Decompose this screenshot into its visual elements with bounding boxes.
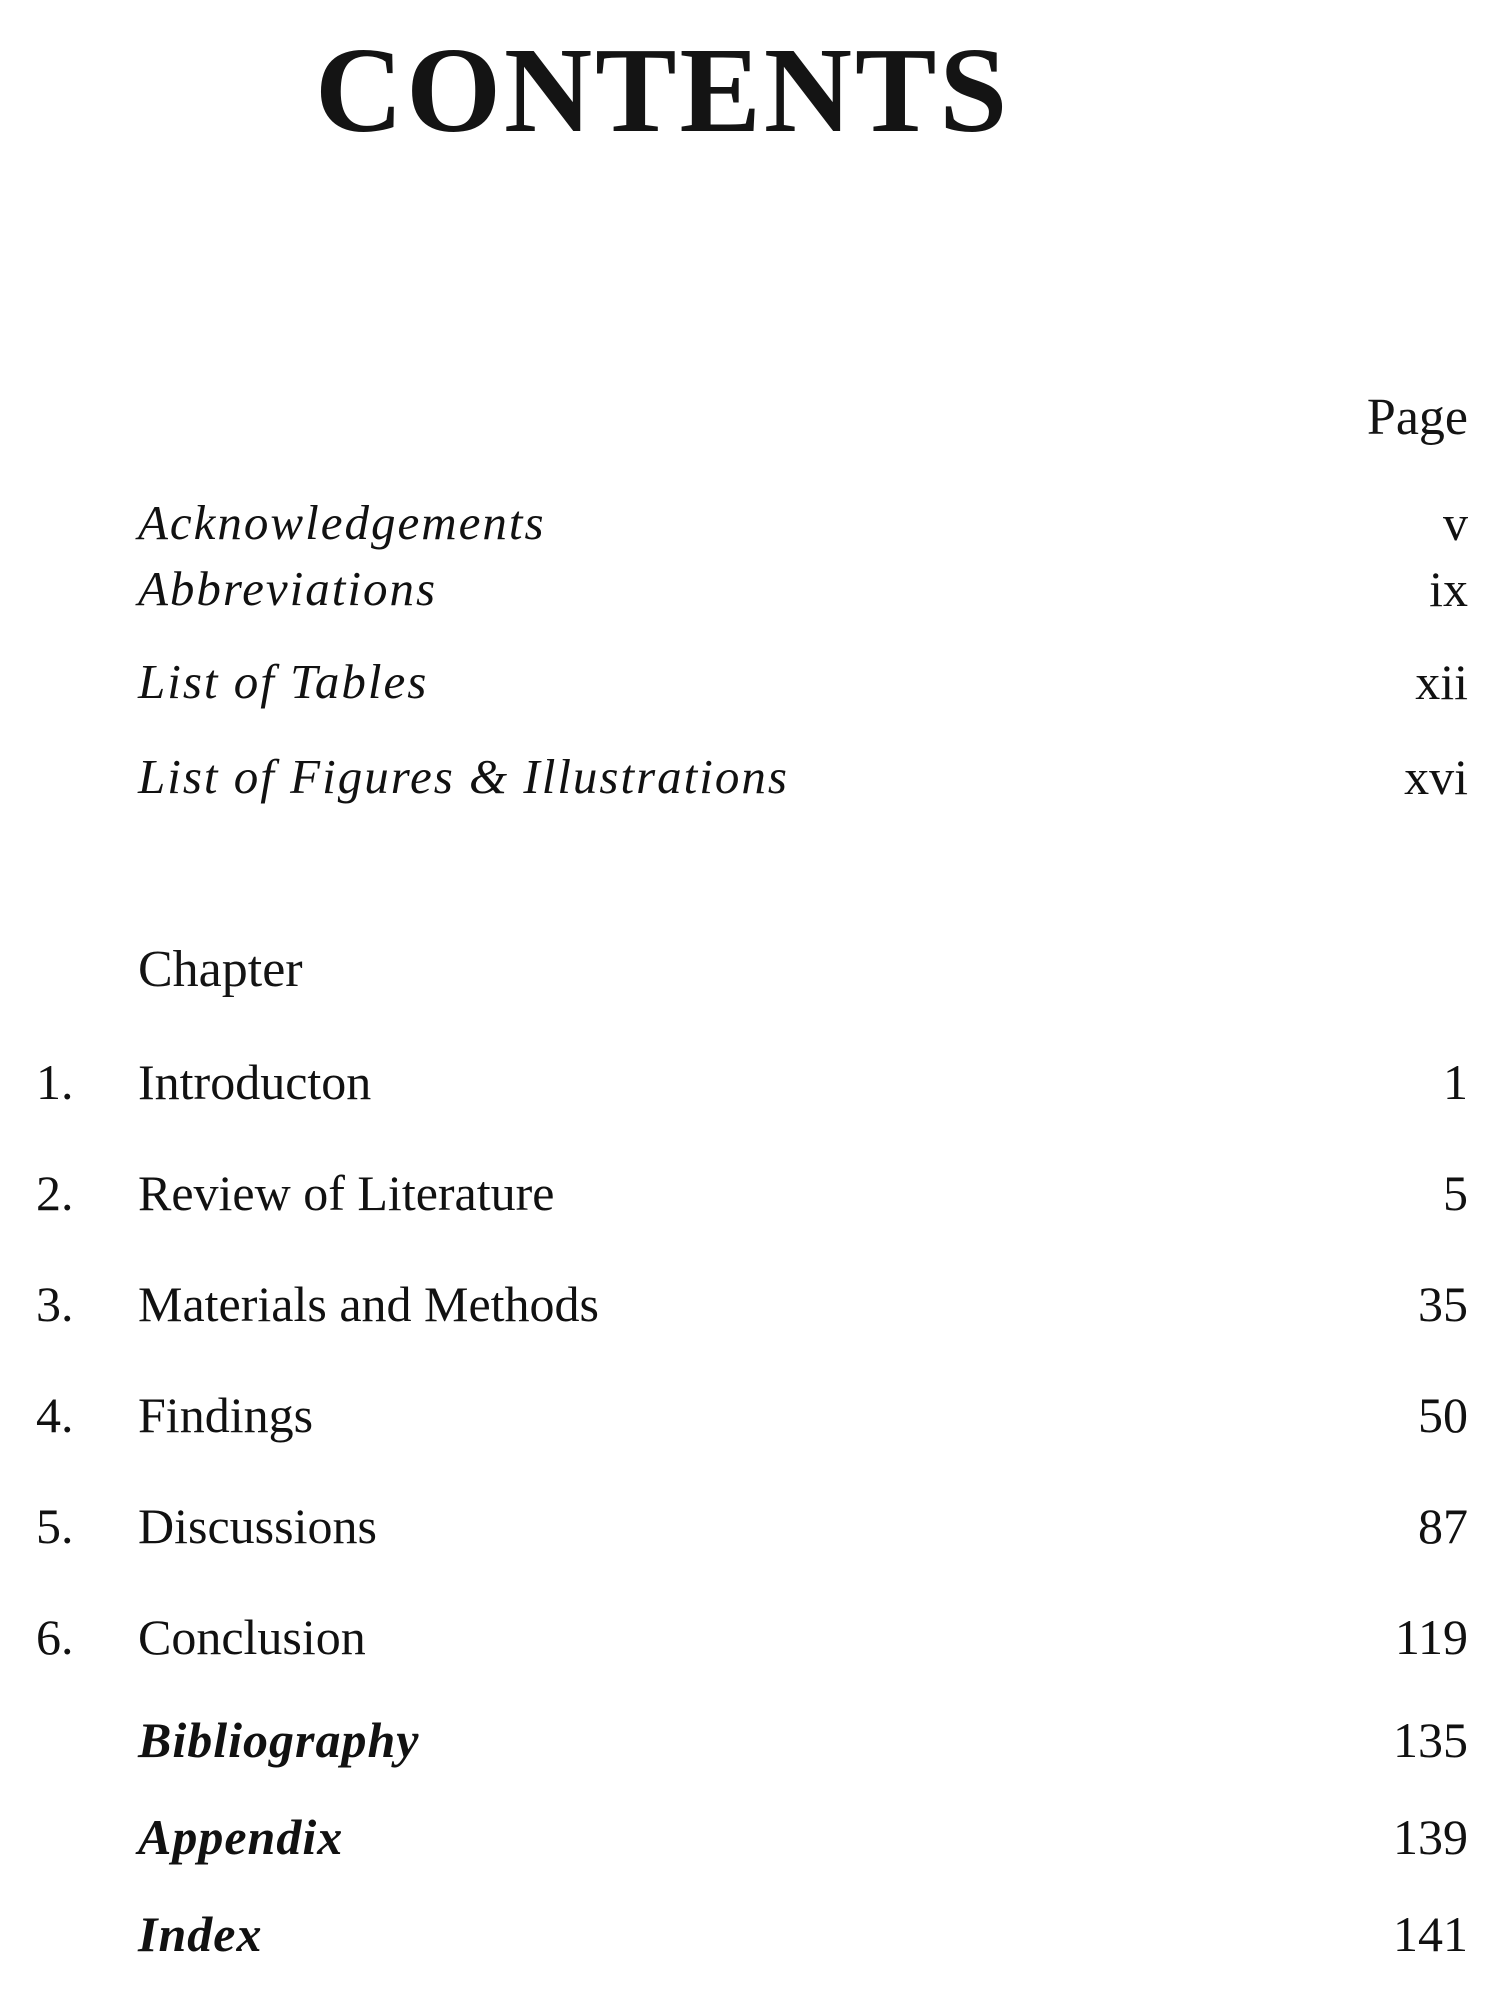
toc-entry-page: xii xyxy=(1415,654,1468,710)
toc-entry-label: List of Figures & Illustrations xyxy=(138,749,789,804)
toc-chapter-2[interactable] xyxy=(0,1165,1500,1228)
chapter-number: 6. xyxy=(36,1609,74,1665)
page-column-heading: Page xyxy=(1366,389,1468,446)
toc-entry-acknowledgements[interactable] xyxy=(0,495,1500,558)
toc-chapter-3[interactable] xyxy=(0,1276,1500,1339)
toc-entry-list-of-figures[interactable] xyxy=(0,749,1500,812)
toc-entry-page: xvi xyxy=(1404,749,1468,805)
chapter-title: Materials and Methods xyxy=(138,1276,600,1332)
chapter-page: 119 xyxy=(1394,1609,1468,1665)
toc-entry-label: Abbreviations xyxy=(138,561,438,616)
toc-entry-label: Index xyxy=(138,1906,263,1962)
toc-entry-page: 139 xyxy=(1393,1809,1468,1865)
toc-entry-list-of-tables[interactable] xyxy=(0,654,1500,717)
toc-chapter-6[interactable] xyxy=(0,1609,1500,1672)
chapter-number: 3. xyxy=(36,1276,74,1332)
chapter-title: Conclusion xyxy=(138,1609,366,1665)
toc-entry-page: ix xyxy=(1429,561,1468,617)
chapter-title: Introducton xyxy=(138,1054,372,1110)
toc-chapter-5[interactable] xyxy=(0,1498,1500,1561)
chapter-page: 87 xyxy=(1418,1498,1468,1554)
chapter-number: 5. xyxy=(36,1498,74,1554)
chapter-title: Findings xyxy=(138,1387,314,1443)
chapter-number: 1. xyxy=(36,1054,74,1110)
toc-chapter-1[interactable] xyxy=(0,1054,1500,1117)
toc-entry-appendix[interactable] xyxy=(0,1809,1500,1872)
chapter-page: 35 xyxy=(1418,1276,1468,1332)
toc-entry-abbreviations[interactable] xyxy=(0,561,1500,624)
chapter-title: Review of Literature xyxy=(138,1165,555,1221)
page-title: CONTENTS xyxy=(315,23,1011,158)
chapter-number: 4. xyxy=(36,1387,74,1443)
toc-entry-page: 135 xyxy=(1393,1712,1468,1768)
toc-entry-label: Appendix xyxy=(138,1809,344,1865)
toc-entry-label: Bibliography xyxy=(138,1712,420,1768)
toc-chapter-4[interactable] xyxy=(0,1387,1500,1450)
toc-entry-label: List of Tables xyxy=(138,654,429,709)
toc-entry-bibliography[interactable] xyxy=(0,1712,1500,1775)
chapter-page: 5 xyxy=(1443,1165,1468,1221)
chapter-column-heading: Chapter xyxy=(138,941,303,998)
chapter-title: Discussions xyxy=(138,1498,377,1554)
chapter-page: 1 xyxy=(1443,1054,1468,1110)
toc-entry-page: 141 xyxy=(1393,1906,1468,1962)
chapter-number: 2. xyxy=(36,1165,74,1221)
chapter-page: 50 xyxy=(1418,1387,1468,1443)
toc-entry-index[interactable] xyxy=(0,1906,1500,1969)
toc-entry-label: Acknowledgements xyxy=(138,495,546,550)
toc-entry-page: v xyxy=(1443,495,1468,551)
